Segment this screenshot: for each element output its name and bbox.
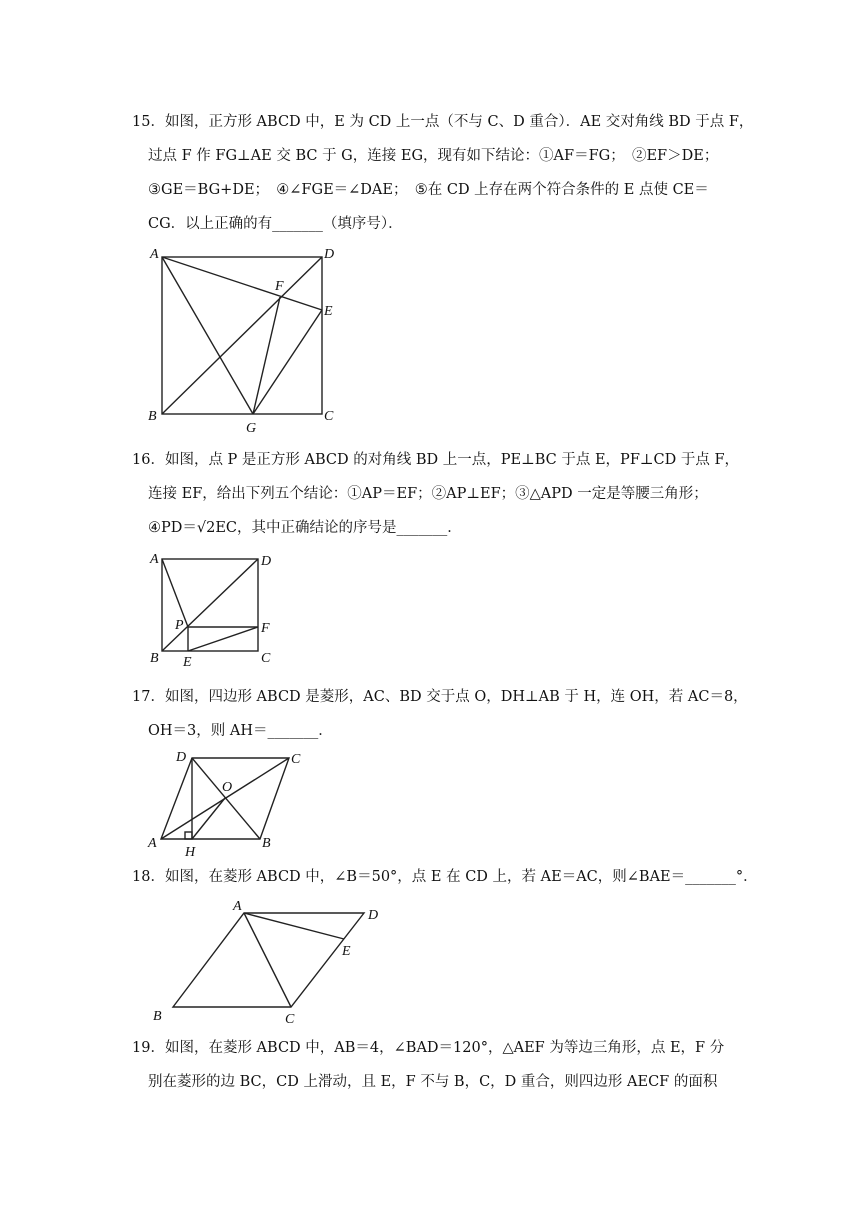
label-f: F	[261, 621, 270, 636]
figure-17-rhombus	[140, 745, 320, 860]
problem-17-line-1: 17．如图，四边形 ABCD 是菱形，AC、BD 交于点 O，DH⊥AB 于 H，连 OH，若 AC＝8，	[132, 689, 748, 705]
label-b: B	[262, 836, 271, 851]
label-c: C	[285, 1012, 295, 1027]
label-b: B	[148, 409, 157, 424]
problem-15-line-2: 过点 F 作 FG⊥AE 交 BC 于 G，连接 EG，现有如下结论：①AF＝FG； ②EF＞DE；	[148, 148, 719, 164]
label-a: A	[150, 552, 159, 567]
segment-eg	[253, 310, 322, 414]
problem-18-line-1: 18．如图，在菱形 ABCD 中，∠B＝50°，点 E 在 CD 上，若 AE＝AC，则∠BAE＝_______°．	[132, 869, 758, 885]
figure-15-square	[140, 240, 350, 440]
segment-ae	[162, 257, 322, 310]
diagonal-bd	[162, 257, 322, 414]
segment-ef	[188, 627, 258, 651]
label-d: D	[261, 554, 272, 569]
label-p: P	[175, 618, 184, 633]
figure-16-square	[140, 545, 290, 670]
segment-ap	[162, 559, 188, 627]
label-e: E	[342, 944, 351, 959]
problem-15-line-3: ③GE＝BG+DE； ④∠FGE＝∠DAE； ⑤在 CD 上存在两个符合条件的 E 点使 CE＝	[148, 182, 709, 198]
rhombus-abcd	[173, 913, 364, 1007]
label-g: G	[246, 421, 257, 436]
problem-16-line-3: ④PD＝√2EC，其中正确结论的序号是_______．	[148, 520, 462, 536]
segment-ae	[244, 913, 344, 939]
segment-ac	[244, 913, 291, 1007]
figure-18-rhombus	[145, 895, 395, 1030]
label-o: O	[222, 780, 233, 795]
label-a: A	[150, 247, 159, 262]
problem-15-line-1: 15．如图，正方形 ABCD 中，E 为 CD 上一点（不与 C、D 重合）．AE 交对角线 BD 于点 F，	[132, 114, 754, 130]
label-c: C	[324, 409, 334, 424]
label-d: D	[324, 247, 335, 262]
right-angle-mark	[185, 832, 192, 839]
segment-fg	[253, 297, 280, 414]
label-e: E	[324, 304, 333, 319]
label-f: F	[275, 279, 284, 294]
problem-19-line-1: 19．如图，在菱形 ABCD 中，AB＝4，∠BAD＝120°，△AEF 为等边三角形，点 E，F 分	[132, 1040, 725, 1056]
problem-16-line-1: 16．如图，点 P 是正方形 ABCD 的对角线 BD 上一点，PE⊥BC 于点 E，PF⊥CD 于点 F，	[132, 452, 740, 468]
problem-15-line-4: CG．以上正确的有_______（填序号）．	[148, 216, 403, 232]
segment-ag	[162, 257, 253, 414]
label-h: H	[185, 845, 196, 860]
label-d: D	[368, 908, 379, 923]
label-e: E	[183, 655, 192, 670]
problem-19-line-2: 别在菱形的边 BC，CD 上滑动，且 E，F 不与 B，C，D 重合，则四边形 AECF 的面积	[148, 1074, 718, 1090]
label-b: B	[150, 651, 159, 666]
label-a: A	[148, 836, 157, 851]
label-b: B	[153, 1009, 162, 1024]
label-c: C	[261, 651, 271, 666]
segment-oh	[192, 798, 225, 839]
problem-16-line-2: 连接 EF，给出下列五个结论：①AP＝EF；②AP⊥EF；③△APD 一定是等腰三角形；	[148, 486, 708, 502]
label-a: A	[233, 899, 242, 914]
label-d: D	[176, 750, 187, 765]
diagonal-bd	[162, 559, 258, 651]
label-c: C	[291, 752, 301, 767]
problem-17-line-2: OH＝3，则 AH＝_______．	[148, 723, 333, 739]
